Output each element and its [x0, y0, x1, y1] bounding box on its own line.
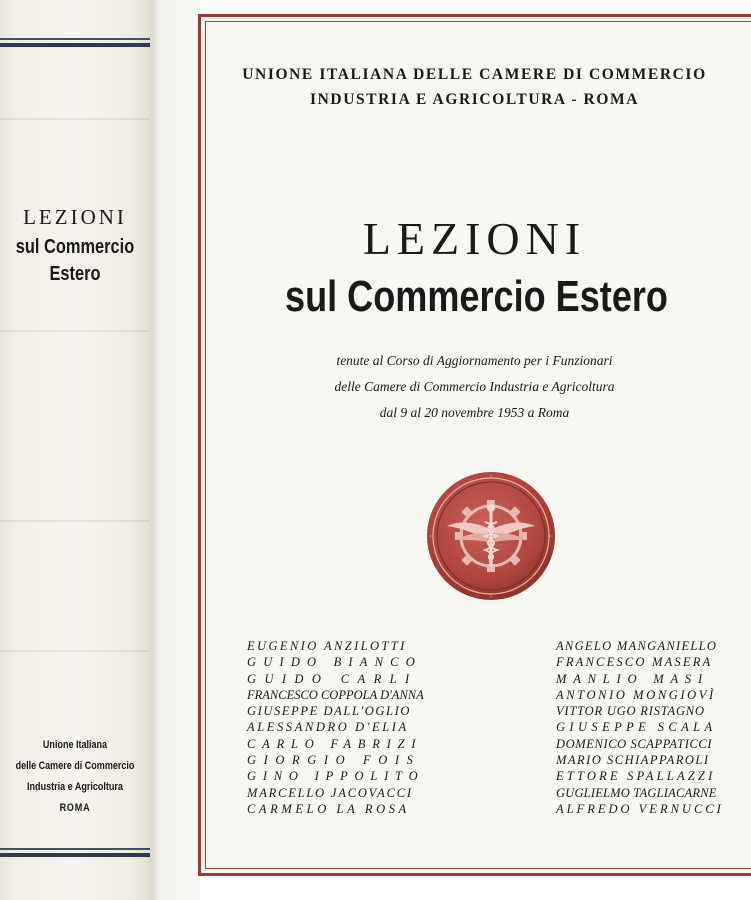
cover-publisher-line-2: INDUSTRIA E AGRICOLTURA - ROMA [309, 91, 640, 108]
author-name: ANTONIO MONGIOVÌ [556, 687, 716, 702]
cover-subtitle-line: dal 9 al 20 novembre 1953 a Roma [379, 405, 570, 420]
author-name: GUIDO BIANCO [247, 655, 422, 670]
author-name: CARLO FABRIZI [247, 736, 423, 751]
author-name: FRANCESCO MASERA [556, 655, 713, 670]
cover-subtitle [198, 348, 751, 426]
spine-crease [0, 330, 150, 332]
spine-publisher-line: Unione Italiana [42, 739, 108, 751]
author-name: EUGENIO ANZILOTTI [247, 639, 407, 653]
spine-bottom-rule [0, 848, 150, 858]
authors-column-right [556, 638, 724, 817]
author-name: ETTORE SPALLAZZI [556, 769, 716, 784]
cover-title-line-2: sul Commercio Estero [285, 272, 668, 321]
spine-title-line-1: LEZIONI [23, 205, 127, 229]
cover-subtitle-line: delle Camere di Commercio Industria e Agricoltura [334, 379, 615, 394]
author-name: ANGELO MANGANIELLO [556, 639, 718, 653]
authors-column-left [247, 638, 424, 817]
author-name: GINO IPPOLITO [247, 769, 425, 784]
author-name: GUGLIELMO TAGLIACARNE [556, 785, 717, 800]
author-name: GUIDO CARLI [247, 671, 418, 686]
spine-title-line-2: sul Commercio [15, 236, 135, 258]
spine-publisher-line: ROMA [59, 802, 91, 814]
author-name: VITTOR UGO RISTAGNO [556, 704, 705, 719]
cover-publisher-line-1: UNIONE ITALIANA DELLE CAMERE DI COMMERCIO [242, 66, 707, 83]
binding-gutter [150, 0, 200, 900]
cover-publisher [198, 62, 751, 112]
book-spine [0, 0, 150, 900]
spine-crease [0, 520, 150, 522]
spine-publisher-line: delle Camere di Commercio [15, 760, 135, 772]
spine-crease [0, 650, 150, 652]
spine-publisher [0, 735, 150, 819]
front-cover [198, 14, 751, 876]
author-name: FRANCESCO COPPOLA D'ANNA [247, 687, 424, 702]
cover-title-line-1: LEZIONI [362, 213, 587, 264]
spine-title-line-3: Estero [49, 263, 101, 285]
chamber-of-commerce-seal-icon [425, 470, 557, 602]
spine-crease [0, 118, 150, 120]
author-name: GIUSEPPE DALL'OGLIO [247, 704, 411, 719]
author-name: MANLIO MASI [556, 671, 709, 686]
author-name: GIUSEPPE SCALA [556, 720, 717, 735]
spine-top-rule [0, 38, 150, 48]
author-name: CARMELO LA ROSA [247, 801, 410, 816]
spine-title [0, 205, 150, 286]
author-name: ALESSANDRO D'ELIA [247, 720, 409, 735]
spine-publisher-line: Industria e Agricoltura [27, 781, 123, 793]
author-name: DOMENICO SCAPPATICCI [556, 736, 713, 751]
author-name: GIORGIO FOIS [247, 753, 421, 768]
cover-subtitle-line: tenute al Corso di Aggiornamento per i Funzionari [336, 353, 613, 368]
author-name: MARCELLO JACOVACCI [247, 785, 413, 800]
author-name: ALFREDO VERNUCCI [556, 801, 724, 816]
author-name: MARIO SCHIAPPAROLI [556, 753, 710, 768]
